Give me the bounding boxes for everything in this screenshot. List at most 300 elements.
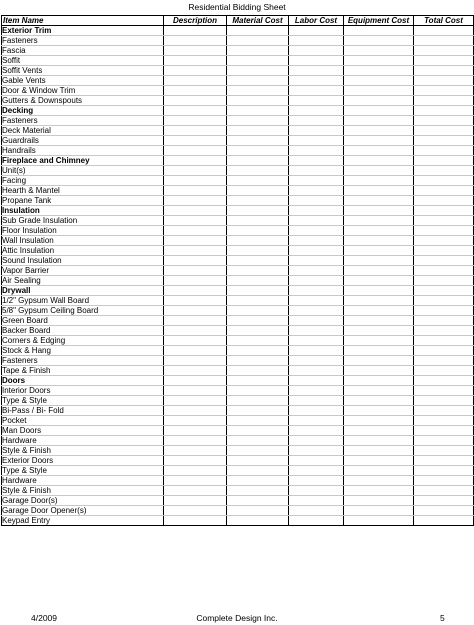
equipment-cost-cell[interactable] (344, 246, 414, 256)
labor-cost-cell[interactable] (289, 316, 344, 326)
description-cell[interactable] (164, 126, 227, 136)
equipment-cost-cell[interactable] (344, 126, 414, 136)
material-cost-cell[interactable] (227, 26, 289, 36)
total-cost-cell[interactable] (414, 96, 474, 106)
total-cost-cell[interactable] (414, 166, 474, 176)
material-cost-cell[interactable] (227, 416, 289, 426)
labor-cost-cell[interactable] (289, 36, 344, 46)
equipment-cost-cell[interactable] (344, 486, 414, 496)
description-cell[interactable] (164, 326, 227, 336)
item-name-cell: Decking (2, 106, 164, 116)
equipment-cost-cell[interactable] (344, 396, 414, 406)
labor-cost-cell[interactable] (289, 186, 344, 196)
item-name-cell: Man Doors (2, 426, 164, 436)
table-row (2, 316, 474, 326)
equipment-cost-cell[interactable] (344, 436, 414, 446)
total-cost-cell[interactable] (414, 156, 474, 166)
equipment-cost-cell[interactable] (344, 166, 414, 176)
labor-cost-cell[interactable] (289, 466, 344, 476)
labor-cost-cell[interactable] (289, 396, 344, 406)
description-cell[interactable] (164, 96, 227, 106)
table-row (2, 196, 474, 206)
total-cost-cell[interactable] (414, 416, 474, 426)
labor-cost-cell[interactable] (289, 46, 344, 56)
equipment-cost-cell[interactable] (344, 446, 414, 456)
labor-cost-cell[interactable] (289, 356, 344, 366)
total-cost-cell[interactable] (414, 426, 474, 436)
material-cost-cell[interactable] (227, 466, 289, 476)
description-cell[interactable] (164, 56, 227, 66)
table-row (2, 166, 474, 176)
labor-cost-cell[interactable] (289, 476, 344, 486)
total-cost-cell[interactable] (414, 36, 474, 46)
description-cell[interactable] (164, 166, 227, 176)
item-name-cell: Type & Style (2, 466, 164, 476)
material-cost-cell[interactable] (227, 136, 289, 146)
labor-cost-cell[interactable] (289, 96, 344, 106)
table-row (2, 216, 474, 226)
total-cost-cell[interactable] (414, 376, 474, 386)
labor-cost-cell[interactable] (289, 276, 344, 286)
material-cost-cell[interactable] (227, 156, 289, 166)
table-row (2, 46, 474, 56)
equipment-cost-cell[interactable] (344, 286, 414, 296)
equipment-cost-cell[interactable] (344, 96, 414, 106)
table-row (2, 346, 474, 356)
description-cell[interactable] (164, 306, 227, 316)
material-cost-cell[interactable] (227, 296, 289, 306)
equipment-cost-cell[interactable] (344, 356, 414, 366)
material-cost-cell[interactable] (227, 176, 289, 186)
total-cost-cell[interactable] (414, 286, 474, 296)
item-name-cell: Backer Board (2, 326, 164, 336)
total-cost-cell[interactable] (414, 26, 474, 36)
description-cell[interactable] (164, 386, 227, 396)
material-cost-cell[interactable] (227, 56, 289, 66)
equipment-cost-cell[interactable] (344, 346, 414, 356)
labor-cost-cell[interactable] (289, 506, 344, 516)
equipment-cost-cell[interactable] (344, 196, 414, 206)
labor-cost-cell[interactable] (289, 456, 344, 466)
description-cell[interactable] (164, 486, 227, 496)
item-name-cell: Fasteners (2, 356, 164, 366)
labor-cost-cell[interactable] (289, 406, 344, 416)
equipment-cost-cell[interactable] (344, 146, 414, 156)
material-cost-cell[interactable] (227, 126, 289, 136)
labor-cost-cell[interactable] (289, 86, 344, 96)
total-cost-cell[interactable] (414, 176, 474, 186)
total-cost-cell[interactable] (414, 266, 474, 276)
description-cell[interactable] (164, 156, 227, 166)
total-cost-cell[interactable] (414, 466, 474, 476)
item-name-cell: Gutters & Downspouts (2, 96, 164, 106)
equipment-cost-cell[interactable] (344, 466, 414, 476)
description-cell[interactable] (164, 86, 227, 96)
description-cell[interactable] (164, 476, 227, 486)
equipment-cost-cell[interactable] (344, 256, 414, 266)
total-cost-cell[interactable] (414, 366, 474, 376)
total-cost-cell[interactable] (414, 106, 474, 116)
description-cell[interactable] (164, 36, 227, 46)
material-cost-cell[interactable] (227, 166, 289, 176)
total-cost-cell[interactable] (414, 496, 474, 506)
equipment-cost-cell[interactable] (344, 306, 414, 316)
total-cost-cell[interactable] (414, 86, 474, 96)
material-cost-cell[interactable] (227, 86, 289, 96)
total-cost-cell[interactable] (414, 346, 474, 356)
material-cost-cell[interactable] (227, 76, 289, 86)
item-name-cell: Handrails (2, 146, 164, 156)
table-row (2, 146, 474, 156)
description-cell[interactable] (164, 366, 227, 376)
labor-cost-cell[interactable] (289, 366, 344, 376)
material-cost-cell[interactable] (227, 476, 289, 486)
labor-cost-cell[interactable] (289, 206, 344, 216)
labor-cost-cell[interactable] (289, 516, 344, 526)
total-cost-cell[interactable] (414, 396, 474, 406)
equipment-cost-cell[interactable] (344, 86, 414, 96)
item-name-cell: Vapor Barrier (2, 266, 164, 276)
description-cell[interactable] (164, 346, 227, 356)
total-cost-cell[interactable] (414, 66, 474, 76)
table-row (2, 246, 474, 256)
labor-cost-cell[interactable] (289, 146, 344, 156)
item-name-cell: Facing (2, 176, 164, 186)
description-cell[interactable] (164, 76, 227, 86)
section-row (2, 106, 474, 116)
description-cell[interactable] (164, 276, 227, 286)
material-cost-cell[interactable] (227, 66, 289, 76)
material-cost-cell[interactable] (227, 446, 289, 456)
equipment-cost-cell[interactable] (344, 386, 414, 396)
total-cost-cell[interactable] (414, 246, 474, 256)
description-cell[interactable] (164, 256, 227, 266)
material-cost-cell[interactable] (227, 106, 289, 116)
total-cost-cell[interactable] (414, 326, 474, 336)
equipment-cost-cell[interactable] (344, 406, 414, 416)
labor-cost-cell[interactable] (289, 196, 344, 206)
equipment-cost-cell[interactable] (344, 336, 414, 346)
labor-cost-cell[interactable] (289, 426, 344, 436)
total-cost-cell[interactable] (414, 296, 474, 306)
description-cell[interactable] (164, 516, 227, 526)
total-cost-cell[interactable] (414, 336, 474, 346)
equipment-cost-cell[interactable] (344, 426, 414, 436)
labor-cost-cell[interactable] (289, 266, 344, 276)
total-cost-cell[interactable] (414, 126, 474, 136)
material-cost-cell[interactable] (227, 436, 289, 446)
equipment-cost-cell[interactable] (344, 316, 414, 326)
item-name-cell: Sub Grade Insulation (2, 216, 164, 226)
table-row (2, 96, 474, 106)
equipment-cost-cell[interactable] (344, 56, 414, 66)
item-name-cell: Fasteners (2, 116, 164, 126)
labor-cost-cell[interactable] (289, 116, 344, 126)
description-cell[interactable] (164, 106, 227, 116)
item-name-cell: Garage Door(s) (2, 496, 164, 506)
total-cost-cell[interactable] (414, 356, 474, 366)
equipment-cost-cell[interactable] (344, 46, 414, 56)
material-cost-cell[interactable] (227, 286, 289, 296)
labor-cost-cell[interactable] (289, 76, 344, 86)
material-cost-cell[interactable] (227, 346, 289, 356)
material-cost-cell[interactable] (227, 246, 289, 256)
material-cost-cell[interactable] (227, 236, 289, 246)
description-cell[interactable] (164, 506, 227, 516)
material-cost-cell[interactable] (227, 426, 289, 436)
material-cost-cell[interactable] (227, 366, 289, 376)
item-name-cell: Type & Style (2, 396, 164, 406)
material-cost-cell[interactable] (227, 196, 289, 206)
description-cell[interactable] (164, 226, 227, 236)
labor-cost-cell[interactable] (289, 496, 344, 506)
item-name-cell: Corners & Edging (2, 336, 164, 346)
total-cost-cell[interactable] (414, 456, 474, 466)
table-row (2, 116, 474, 126)
description-cell[interactable] (164, 436, 227, 446)
description-cell[interactable] (164, 196, 227, 206)
labor-cost-cell[interactable] (289, 226, 344, 236)
total-cost-cell[interactable] (414, 516, 474, 526)
equipment-cost-cell[interactable] (344, 366, 414, 376)
item-name-cell: Soffit (2, 56, 164, 66)
labor-cost-cell[interactable] (289, 176, 344, 186)
material-cost-cell[interactable] (227, 96, 289, 106)
equipment-cost-cell[interactable] (344, 276, 414, 286)
equipment-cost-cell[interactable] (344, 506, 414, 516)
description-cell[interactable] (164, 316, 227, 326)
material-cost-cell[interactable] (227, 116, 289, 126)
equipment-cost-cell[interactable] (344, 106, 414, 116)
labor-cost-cell[interactable] (289, 236, 344, 246)
material-cost-cell[interactable] (227, 146, 289, 156)
description-cell[interactable] (164, 396, 227, 406)
equipment-cost-cell[interactable] (344, 186, 414, 196)
labor-cost-cell[interactable] (289, 486, 344, 496)
description-cell[interactable] (164, 426, 227, 436)
total-cost-cell[interactable] (414, 316, 474, 326)
material-cost-cell[interactable] (227, 256, 289, 266)
description-cell[interactable] (164, 176, 227, 186)
description-cell[interactable] (164, 466, 227, 476)
equipment-cost-cell[interactable] (344, 216, 414, 226)
total-cost-cell[interactable] (414, 486, 474, 496)
material-cost-cell[interactable] (227, 46, 289, 56)
material-cost-cell[interactable] (227, 226, 289, 236)
description-cell[interactable] (164, 236, 227, 246)
table-row (2, 56, 474, 66)
labor-cost-cell[interactable] (289, 156, 344, 166)
total-cost-cell[interactable] (414, 446, 474, 456)
labor-cost-cell[interactable] (289, 216, 344, 226)
equipment-cost-cell[interactable] (344, 226, 414, 236)
material-cost-cell[interactable] (227, 206, 289, 216)
description-cell[interactable] (164, 246, 227, 256)
equipment-cost-cell[interactable] (344, 456, 414, 466)
total-cost-cell[interactable] (414, 146, 474, 156)
material-cost-cell[interactable] (227, 356, 289, 366)
material-cost-cell[interactable] (227, 376, 289, 386)
labor-cost-cell[interactable] (289, 416, 344, 426)
equipment-cost-cell[interactable] (344, 326, 414, 336)
table-row (2, 256, 474, 266)
labor-cost-cell[interactable] (289, 436, 344, 446)
equipment-cost-cell[interactable] (344, 76, 414, 86)
labor-cost-cell[interactable] (289, 306, 344, 316)
material-cost-cell[interactable] (227, 276, 289, 286)
table-row (2, 126, 474, 136)
labor-cost-cell[interactable] (289, 346, 344, 356)
description-cell[interactable] (164, 136, 227, 146)
description-cell[interactable] (164, 216, 227, 226)
item-name-cell: Doors (2, 376, 164, 386)
total-cost-cell[interactable] (414, 306, 474, 316)
description-cell[interactable] (164, 146, 227, 156)
equipment-cost-cell[interactable] (344, 136, 414, 146)
equipment-cost-cell[interactable] (344, 376, 414, 386)
material-cost-cell[interactable] (227, 496, 289, 506)
labor-cost-cell[interactable] (289, 336, 344, 346)
equipment-cost-cell[interactable] (344, 176, 414, 186)
table-row (2, 236, 474, 246)
labor-cost-cell[interactable] (289, 286, 344, 296)
equipment-cost-cell[interactable] (344, 36, 414, 46)
equipment-cost-cell[interactable] (344, 476, 414, 486)
total-cost-cell[interactable] (414, 46, 474, 56)
labor-cost-cell[interactable] (289, 386, 344, 396)
item-name-cell: Style & Finish (2, 446, 164, 456)
material-cost-cell[interactable] (227, 396, 289, 406)
total-cost-cell[interactable] (414, 436, 474, 446)
labor-cost-cell[interactable] (289, 136, 344, 146)
col-labor-cost: Labor Cost (289, 16, 344, 26)
total-cost-cell[interactable] (414, 196, 474, 206)
labor-cost-cell[interactable] (289, 126, 344, 136)
description-cell[interactable] (164, 66, 227, 76)
labor-cost-cell[interactable] (289, 296, 344, 306)
description-cell[interactable] (164, 406, 227, 416)
description-cell[interactable] (164, 266, 227, 276)
table-row (2, 326, 474, 336)
equipment-cost-cell[interactable] (344, 296, 414, 306)
col-material-cost: Material Cost (227, 16, 289, 26)
total-cost-cell[interactable] (414, 76, 474, 86)
labor-cost-cell[interactable] (289, 376, 344, 386)
description-cell[interactable] (164, 376, 227, 386)
material-cost-cell[interactable] (227, 36, 289, 46)
table-row (2, 276, 474, 286)
item-name-cell: Sound Insulation (2, 256, 164, 266)
total-cost-cell[interactable] (414, 136, 474, 146)
total-cost-cell[interactable] (414, 406, 474, 416)
material-cost-cell[interactable] (227, 266, 289, 276)
labor-cost-cell[interactable] (289, 446, 344, 456)
description-cell[interactable] (164, 296, 227, 306)
footer-date: 4/2009 (31, 613, 57, 623)
material-cost-cell[interactable] (227, 186, 289, 196)
equipment-cost-cell[interactable] (344, 116, 414, 126)
equipment-cost-cell[interactable] (344, 206, 414, 216)
item-name-cell: Green Board (2, 316, 164, 326)
equipment-cost-cell[interactable] (344, 516, 414, 526)
equipment-cost-cell[interactable] (344, 266, 414, 276)
total-cost-cell[interactable] (414, 116, 474, 126)
equipment-cost-cell[interactable] (344, 496, 414, 506)
material-cost-cell[interactable] (227, 216, 289, 226)
material-cost-cell[interactable] (227, 456, 289, 466)
col-total-cost: Total Cost (414, 16, 474, 26)
item-name-cell: Fireplace and Chimney (2, 156, 164, 166)
labor-cost-cell[interactable] (289, 246, 344, 256)
item-name-cell: Unit(s) (2, 166, 164, 176)
total-cost-cell[interactable] (414, 506, 474, 516)
description-cell[interactable] (164, 186, 227, 196)
equipment-cost-cell[interactable] (344, 236, 414, 246)
total-cost-cell[interactable] (414, 386, 474, 396)
description-cell[interactable] (164, 456, 227, 466)
labor-cost-cell[interactable] (289, 26, 344, 36)
description-cell[interactable] (164, 446, 227, 456)
footer-company: Complete Design Inc. (196, 613, 278, 623)
item-name-cell: Fascia (2, 46, 164, 56)
table-row (2, 516, 474, 526)
material-cost-cell[interactable] (227, 326, 289, 336)
total-cost-cell[interactable] (414, 236, 474, 246)
equipment-cost-cell[interactable] (344, 156, 414, 166)
total-cost-cell[interactable] (414, 216, 474, 226)
description-cell[interactable] (164, 496, 227, 506)
material-cost-cell[interactable] (227, 406, 289, 416)
equipment-cost-cell[interactable] (344, 26, 414, 36)
material-cost-cell[interactable] (227, 516, 289, 526)
material-cost-cell[interactable] (227, 386, 289, 396)
description-cell[interactable] (164, 116, 227, 126)
material-cost-cell[interactable] (227, 316, 289, 326)
description-cell[interactable] (164, 206, 227, 216)
material-cost-cell[interactable] (227, 486, 289, 496)
labor-cost-cell[interactable] (289, 326, 344, 336)
total-cost-cell[interactable] (414, 256, 474, 266)
table-row (2, 306, 474, 316)
total-cost-cell[interactable] (414, 56, 474, 66)
total-cost-cell[interactable] (414, 186, 474, 196)
description-cell[interactable] (164, 416, 227, 426)
labor-cost-cell[interactable] (289, 256, 344, 266)
item-name-cell: Pocket (2, 416, 164, 426)
total-cost-cell[interactable] (414, 226, 474, 236)
material-cost-cell[interactable] (227, 306, 289, 316)
equipment-cost-cell[interactable] (344, 66, 414, 76)
total-cost-cell[interactable] (414, 206, 474, 216)
total-cost-cell[interactable] (414, 476, 474, 486)
description-cell[interactable] (164, 356, 227, 366)
labor-cost-cell[interactable] (289, 166, 344, 176)
total-cost-cell[interactable] (414, 276, 474, 286)
labor-cost-cell[interactable] (289, 66, 344, 76)
table-row (2, 36, 474, 46)
description-cell[interactable] (164, 26, 227, 36)
labor-cost-cell[interactable] (289, 56, 344, 66)
equipment-cost-cell[interactable] (344, 416, 414, 426)
table-row (2, 466, 474, 476)
description-cell[interactable] (164, 286, 227, 296)
description-cell[interactable] (164, 336, 227, 346)
material-cost-cell[interactable] (227, 506, 289, 516)
labor-cost-cell[interactable] (289, 106, 344, 116)
description-cell[interactable] (164, 46, 227, 56)
material-cost-cell[interactable] (227, 336, 289, 346)
item-name-cell: Hardware (2, 436, 164, 446)
